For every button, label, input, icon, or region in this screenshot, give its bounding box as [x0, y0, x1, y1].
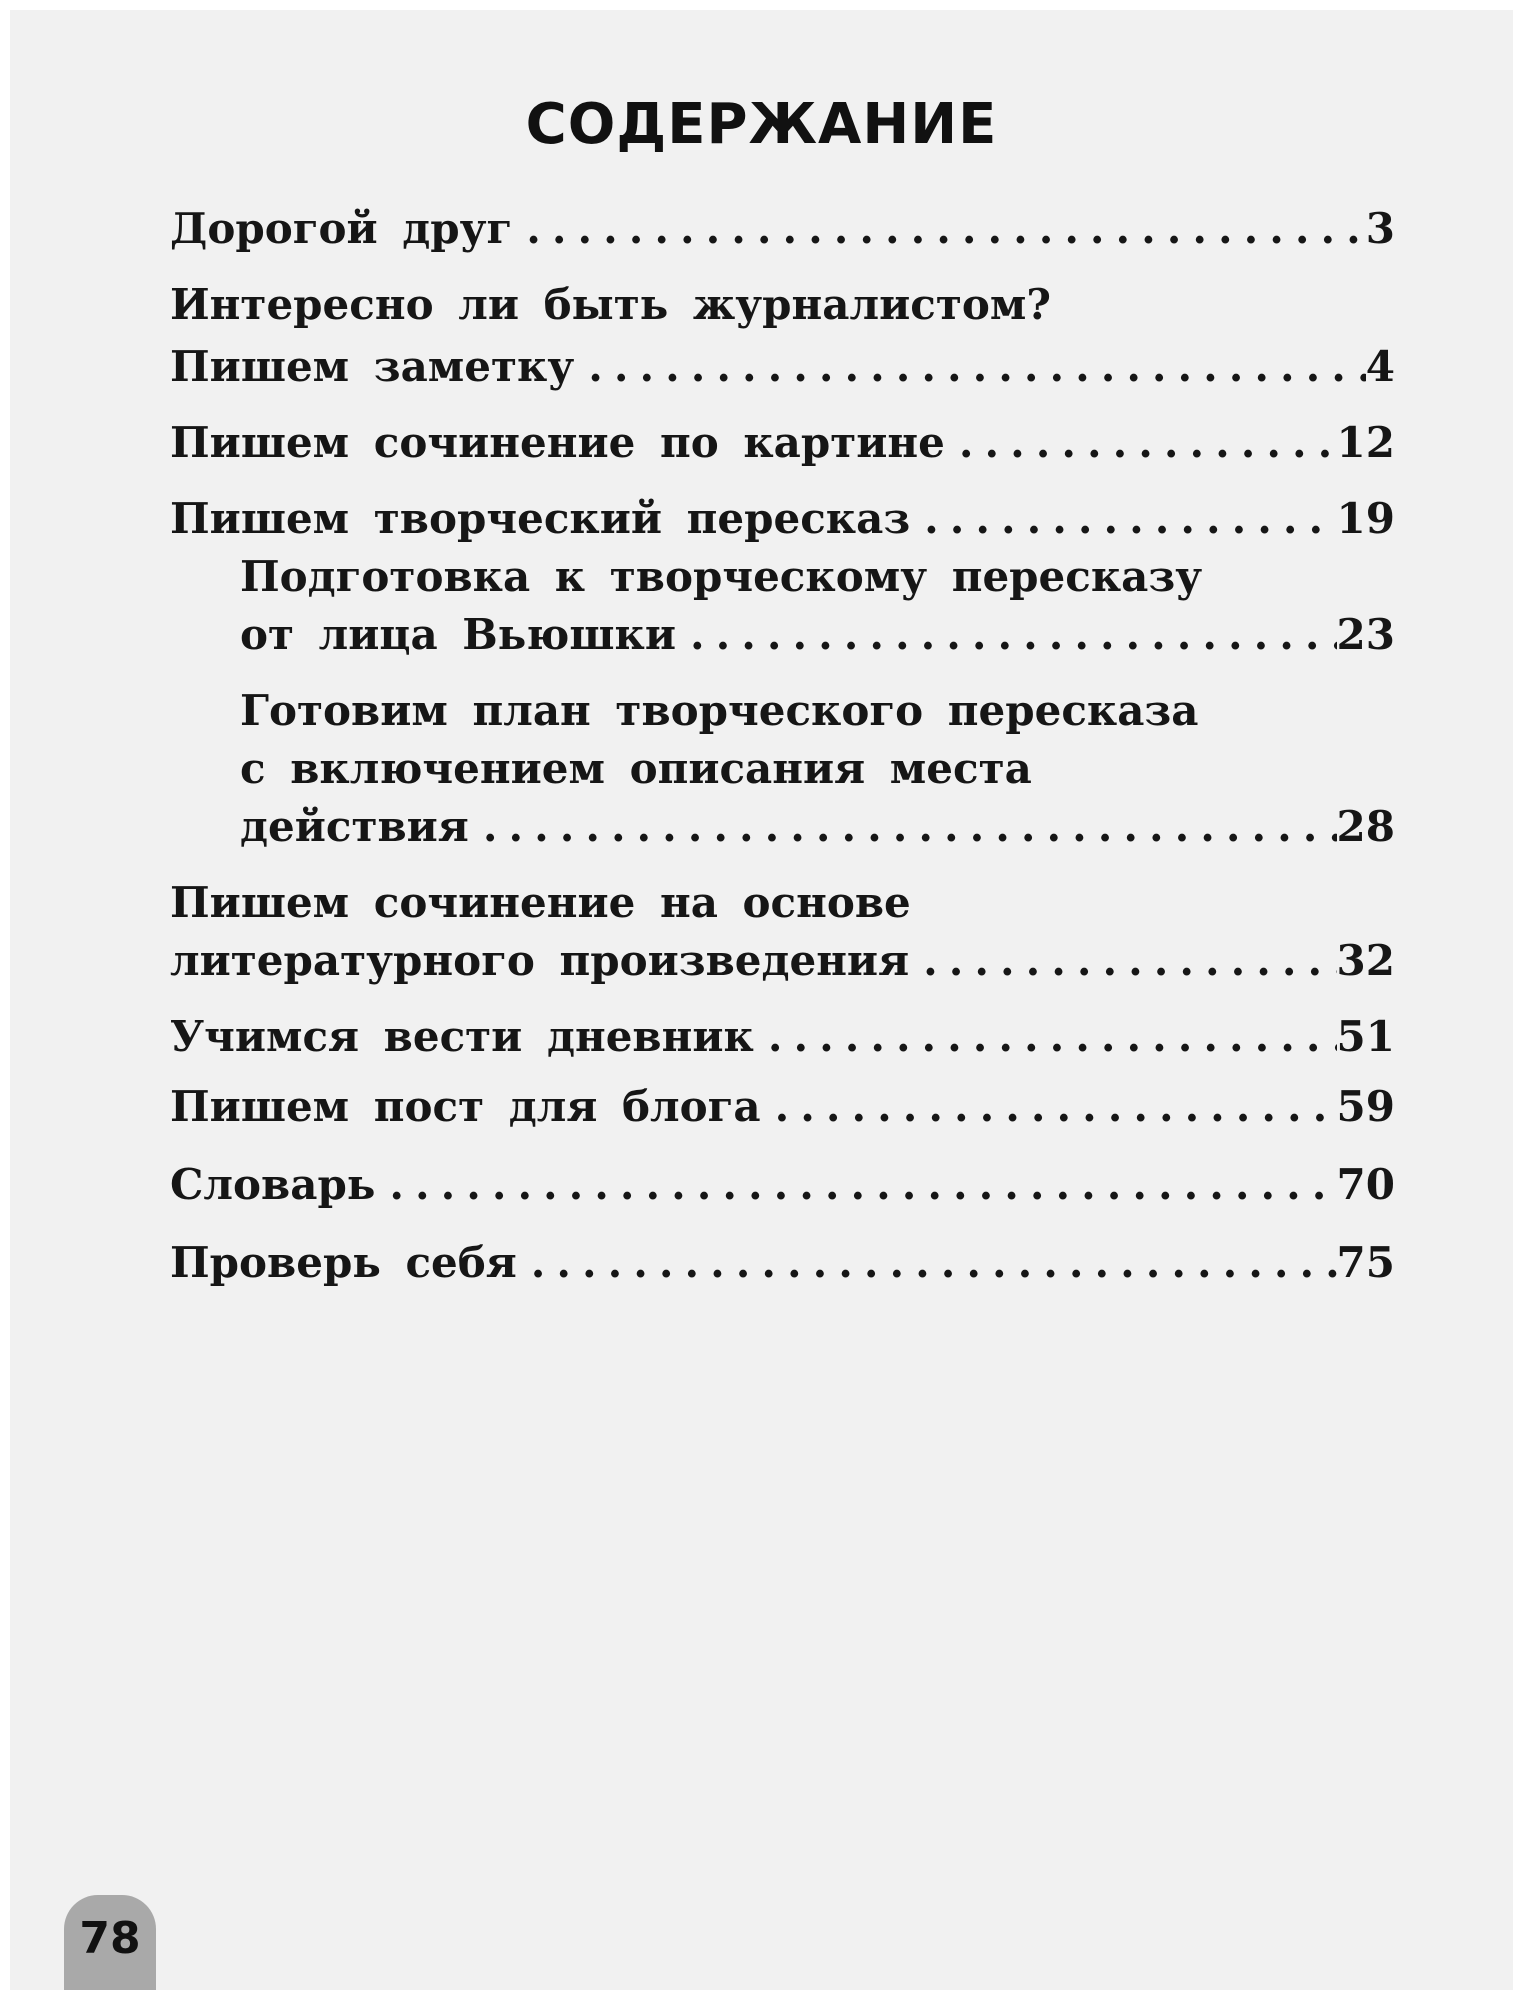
toc-entry-title: Учимся вести дневник [170, 1012, 754, 1061]
toc-entry-blog-post [170, 1078, 1395, 1136]
toc-page-number: 19 [1336, 494, 1395, 543]
toc-page-number: 75 [1336, 1238, 1395, 1287]
toc-entry-creative-retelling [170, 490, 1395, 548]
toc-page-number: 70 [1336, 1160, 1395, 1209]
toc-entry-diary [170, 1008, 1395, 1066]
dot-leader [574, 338, 1366, 396]
dot-leader [945, 414, 1337, 472]
toc-entry-title-line: Пишем сочинение на основе [170, 878, 911, 927]
toc-entry-picture-essay [170, 414, 1395, 472]
toc-entry-title: Дорогой друг [170, 204, 513, 253]
table-of-contents [170, 200, 1395, 1292]
toc-entry-title: Проверь себя [170, 1238, 517, 1287]
toc-page-number: 32 [1336, 936, 1395, 985]
dot-leader [469, 798, 1337, 856]
dot-leader [517, 1234, 1337, 1292]
dot-leader [909, 932, 1336, 990]
toc-entry-title: Пишем пост для блога [170, 1082, 761, 1131]
toc-entry-title-line: Подготовка к творческому пересказу [240, 552, 1203, 601]
toc-entry-note [170, 338, 1395, 396]
dot-leader [512, 200, 1366, 258]
toc-page-number: 23 [1336, 610, 1395, 659]
toc-entry-dear-friend [170, 200, 1395, 258]
page-number-tab [64, 1895, 156, 1990]
toc-page-number: 3 [1365, 204, 1395, 253]
dot-leader [761, 1078, 1337, 1136]
dot-leader [910, 490, 1336, 548]
toc-page-number: 4 [1365, 342, 1395, 391]
toc-subentry-plan [170, 682, 1395, 856]
toc-entry-title: Пишем сочинение по картине [170, 418, 945, 467]
toc-entry-literary-essay [170, 874, 1395, 990]
toc-page-number: 28 [1336, 802, 1395, 851]
toc-entry-title-line: от лица Вьюшки [240, 610, 676, 659]
toc-entry-title-line: с включением описания места [240, 744, 1032, 793]
toc-subentry-vyushka [170, 548, 1395, 664]
toc-entry-title: Словарь [170, 1160, 376, 1209]
toc-page-number: 12 [1336, 418, 1395, 467]
toc-entry-title: Пишем творческий пересказ [170, 494, 911, 543]
toc-entry-dictionary [170, 1156, 1395, 1214]
dot-leader [754, 1008, 1337, 1066]
toc-page-number: 51 [1336, 1012, 1395, 1061]
dot-leader [676, 606, 1337, 664]
toc-entry-title: Интересно ли быть журналистом? [170, 280, 1051, 329]
toc-entry-title-line: Готовим план творческого пересказа [240, 686, 1199, 735]
toc-page-number: 59 [1336, 1082, 1395, 1131]
toc-entry-title-line: литературного произведения [170, 936, 910, 985]
toc-entry-title-line: действия [240, 802, 469, 851]
dot-leader [375, 1156, 1336, 1214]
page-number: 78 [79, 1913, 141, 1964]
toc-entry-self-check [170, 1234, 1395, 1292]
toc-entry-journalist [170, 276, 1395, 334]
toc-entry-title: Пишем заметку [170, 342, 575, 391]
contents-heading: СОДЕРЖАНИЕ [525, 92, 998, 157]
